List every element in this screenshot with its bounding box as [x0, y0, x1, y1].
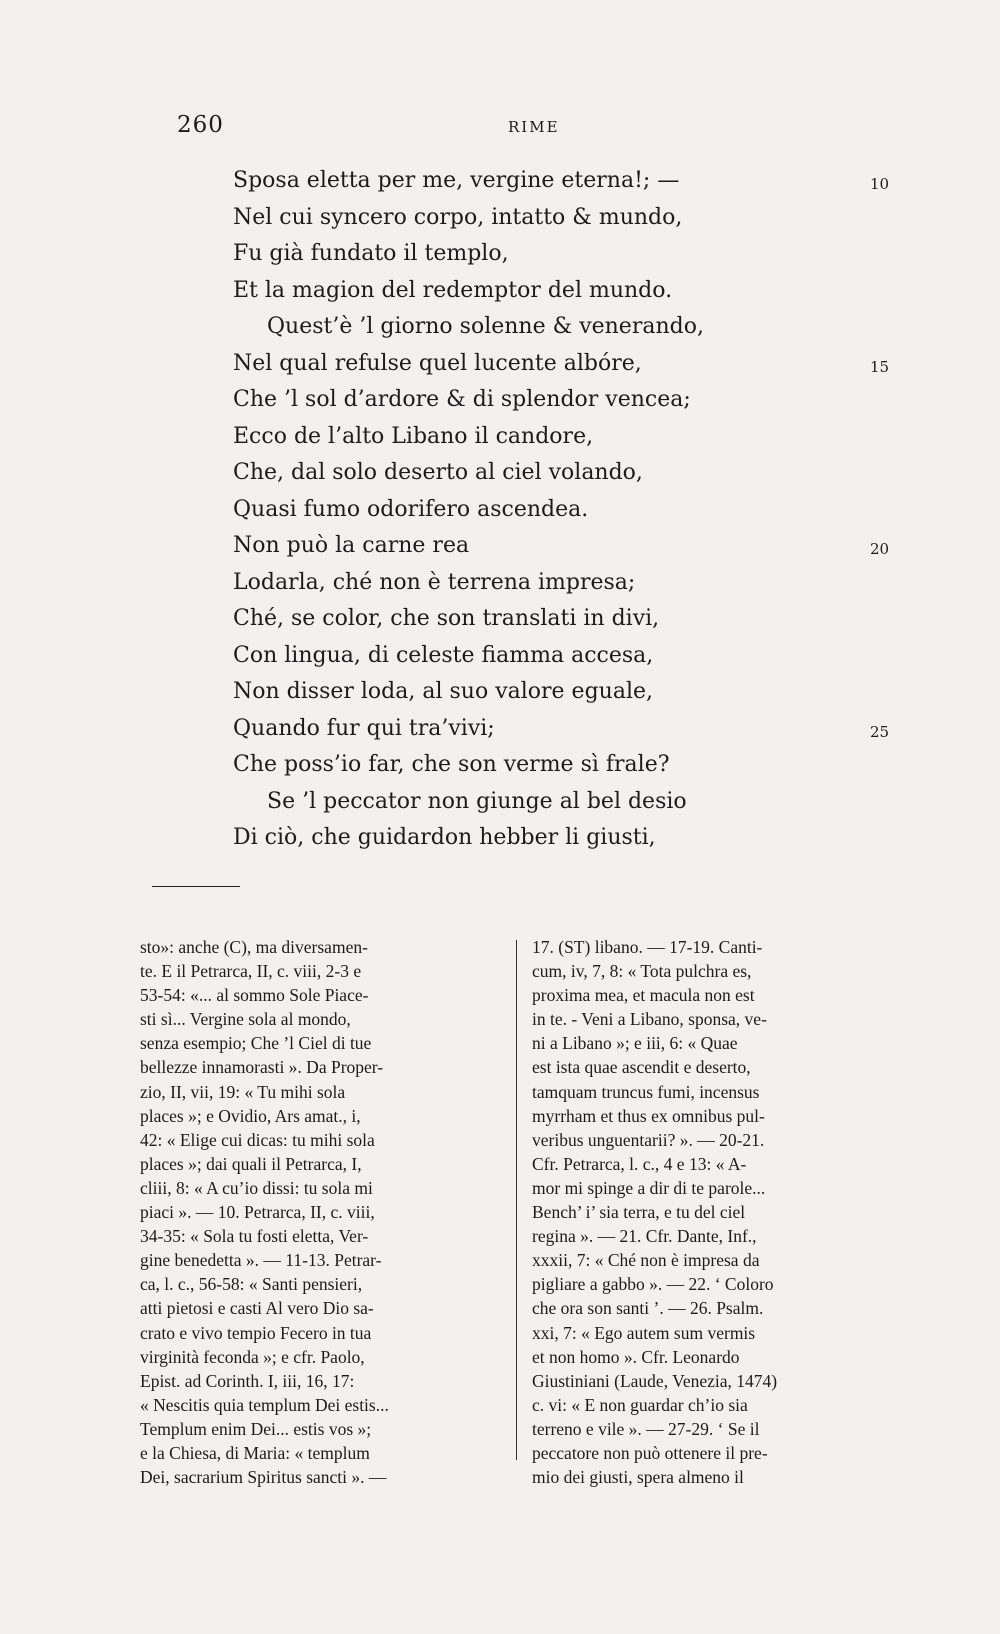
verse-line	[233, 346, 890, 383]
verse-line	[233, 638, 873, 675]
verse-line	[233, 419, 873, 456]
note-line: che ora son santi ’. — 26. Psalm.	[532, 1298, 764, 1319]
verse-text: Se ’l peccator non giunge al bel desio	[267, 788, 687, 814]
note-line: regina ». — 21. Cfr. Dante, Inf.,	[532, 1226, 757, 1247]
note-line: 34-35: « Sola tu fosti eletta, Ver-	[140, 1226, 369, 1247]
verse-line	[233, 200, 873, 237]
verse-text: Che ’l sol d’ardore & di splendor vencea;	[233, 387, 691, 412]
verse-line	[233, 309, 873, 346]
verse-text: Non può la carne rea	[233, 533, 470, 558]
note-line: c. vi: « E non guardar ch’io sia	[532, 1394, 748, 1415]
note-line: xxi, 7: « Ego autem sum vermis	[532, 1322, 756, 1343]
note-line: veribus unguentarii? ». — 20-21.	[532, 1129, 765, 1150]
verse-line	[233, 455, 873, 492]
note-line: mio dei giusti, spera almeno il	[532, 1467, 744, 1488]
note-line: mor mi spinge a dir di te parole...	[532, 1177, 766, 1198]
note-line: sto»: anche (C), ma diversamen-	[140, 937, 368, 957]
note-line: ni a Libano »; e iii, 6: « Quae	[532, 1033, 738, 1054]
note-line: terreno e vile ». — 27-29. ‘ Se il	[532, 1418, 760, 1439]
notes-right-column	[532, 935, 894, 1489]
verse-line	[233, 820, 873, 857]
line-number: 15	[870, 357, 890, 376]
note-line: et non homo ». Cfr. Leonardo	[532, 1346, 740, 1367]
note-line: cum, iv, 7, 8: « Tota pulchra es,	[532, 961, 752, 982]
note-line: pigliare a gabbo ». — 22. ‘ Coloro	[532, 1274, 774, 1295]
verse-text: Quest’è ’l giorno solenne & venerando,	[267, 314, 704, 339]
line-number: 10	[870, 175, 890, 193]
note-line: proxima mea, et macula non est	[532, 985, 755, 1006]
footnote-separator	[152, 886, 240, 887]
note-line: est ista quae ascendit e deserto,	[532, 1057, 751, 1078]
note-line: virginità feconda »; e cfr. Paolo,	[140, 1346, 365, 1367]
note-line: Epist. ad Corinth. I, iii, 16, 17:	[140, 1370, 355, 1391]
page-number: 260	[177, 112, 224, 138]
verse-block	[233, 163, 890, 857]
note-line: e la Chiesa, di Maria: « templum	[140, 1442, 370, 1463]
verse-text: Nel qual refulse quel lucente albóre,	[233, 350, 642, 376]
note-line: 17. (ST) libano. — 17-19. Canti-	[532, 937, 763, 957]
note-line: in te. - Veni a Libano, sponsa, ve-	[532, 1009, 767, 1030]
note-line: senza esempio; Che ’l Ciel di tue	[140, 1033, 372, 1054]
verse-line	[233, 273, 873, 310]
notes-left-column	[140, 935, 502, 1489]
column-divider	[516, 940, 517, 1460]
note-line: cliii, 8: « A cu’io dissi: tu sola mi	[140, 1177, 373, 1198]
note-line: bellezze innamorasti ». Da Proper-	[140, 1057, 384, 1078]
note-line: piaci ». — 10. Petrarca, II, c. viii,	[140, 1202, 375, 1223]
note-line: sti sì... Vergine sola al mondo,	[140, 1009, 351, 1030]
verse-line	[233, 565, 873, 602]
verse-line	[233, 784, 873, 821]
note-line: gine benedetta ». — 11-13. Petrar-	[140, 1250, 382, 1271]
verse-line	[233, 492, 873, 529]
verse-text: Quasi fumo odorifero ascendea.	[233, 496, 589, 522]
verse-line	[233, 382, 873, 419]
verse-text: Nel cui syncero corpo, intatto & mundo,	[233, 204, 683, 230]
verse-line	[233, 711, 890, 748]
verse-line	[233, 674, 873, 711]
note-line: Giustiniani (Laude, Venezia, 1474)	[532, 1370, 778, 1391]
note-line: myrrham et thus ex omnibus pul-	[532, 1105, 765, 1126]
verse-text: Sposa eletta per me, vergine eterna!; —	[233, 168, 680, 193]
verse-text: Quando fur qui tra’vivi;	[233, 715, 495, 741]
verse-text: Ecco de l’alto Libano il candore,	[233, 423, 594, 449]
verse-line	[233, 601, 873, 638]
verse-text: Con lingua, di celeste fiamma accesa,	[233, 642, 654, 668]
verse-text: Di ciò, che guidardon hebber li giusti,	[233, 825, 656, 850]
verse-text: Fu già fundato il templo,	[233, 241, 509, 266]
line-number: 20	[870, 540, 890, 558]
verse-line	[233, 236, 873, 273]
note-line: te. E il Petrarca, II, c. viii, 2-3 e	[140, 961, 362, 982]
verse-text: Che, dal solo deserto al ciel volando,	[233, 460, 643, 485]
verse-line	[233, 747, 873, 784]
note-line: « Nescitis quia templum Dei estis...	[140, 1394, 389, 1415]
note-line: Templum enim Dei... estis vos »;	[140, 1418, 372, 1439]
note-line: ca, l. c., 56-58: « Santi pensieri,	[140, 1274, 363, 1295]
note-line: places »; e Ovidio, Ars amat., i,	[140, 1105, 361, 1126]
verse-text: Lodarla, ché non è terrena impresa;	[233, 569, 636, 595]
running-title: RIME	[508, 118, 560, 136]
note-line: crato e vivo tempio Fecero in tua	[140, 1322, 372, 1343]
note-line: zio, II, vii, 19: « Tu mihi sola	[140, 1081, 346, 1102]
note-line: tamquam truncus fumi, incensus	[532, 1081, 760, 1102]
note-line: peccatore non può ottenere il pre-	[532, 1442, 768, 1463]
line-number: 25	[870, 722, 890, 741]
note-line: places »; dai quali il Petrarca, I,	[140, 1153, 362, 1174]
verse-text: Che poss’io far, che son verme sì frale?	[233, 752, 670, 777]
note-line: 53-54: «... al sommo Sole Piace-	[140, 985, 369, 1006]
note-line: xxxii, 7: « Ché non è impresa da	[532, 1250, 760, 1271]
note-line: Bench’ i’ sia terra, e tu del ciel	[532, 1202, 746, 1223]
verse-text: Ché, se color, che son translati in divi,	[233, 606, 660, 631]
note-line: atti pietosi e casti Al vero Dio sa-	[140, 1298, 374, 1319]
note-line: Cfr. Petrarca, l. c., 4 e 13: « A-	[532, 1153, 747, 1174]
verse-text: Non disser loda, al suo valore eguale,	[233, 679, 653, 704]
note-line: Dei, sacrarium Spiritus sancti ». —	[140, 1467, 387, 1488]
verse-line	[233, 163, 890, 200]
verse-text: Et la magion del redemptor del mundo.	[233, 277, 673, 303]
note-line: 42: « Elige cui dicas: tu mihi sola	[140, 1129, 375, 1150]
verse-line	[233, 528, 890, 565]
